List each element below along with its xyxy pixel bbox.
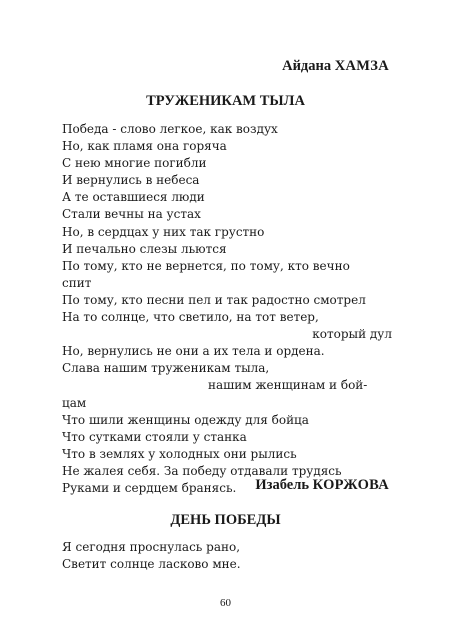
poem-line: Но, вернулись не они а их тела и ордена.	[62, 344, 325, 359]
poem-line: Но, как пламя она горяча	[62, 139, 227, 154]
poem-line: спит	[62, 275, 92, 290]
poem-line: А те оставшиеся люди	[62, 190, 205, 205]
poem2-title: ДЕНЬ ПОБЕДЫ	[170, 512, 281, 528]
poem-line: Руками и сердцем бранясь.	[62, 480, 237, 495]
poem1-author-first: Айдана	[282, 58, 332, 74]
poem-line: По тому, кто не вернется, по тому, кто вечно	[62, 258, 350, 273]
poem-line: Светит солнце ласково мне.	[62, 557, 241, 572]
poem1-title: ТРУЖЕНИКАМ ТЫЛА	[146, 93, 305, 109]
page-number: 60	[220, 597, 231, 609]
poem2-author-last: КОРЖОВА	[312, 477, 389, 493]
poem-line: По тому, кто песни пел и так радостно смотрел	[62, 292, 366, 307]
poem-line: И печально слезы льются	[62, 241, 227, 256]
poem2-author	[255, 477, 389, 494]
poem2-author-first: Изабель	[255, 477, 309, 493]
poem-line: нашим женщинам и бой-	[208, 378, 368, 393]
poem-line: Я сегодня проснулась рано,	[62, 540, 241, 554]
poem-line: На то солнце, что светило, на тот ветер,	[62, 310, 319, 325]
poem-line: Стали вечны на устах	[62, 207, 201, 222]
poem1-author-last: ХАМЗА	[334, 58, 389, 74]
poem1-author	[282, 58, 389, 75]
poem-line: цам	[62, 395, 87, 410]
poem-line: Слава нашим труженикам тыла,	[62, 361, 270, 376]
poem-line: Что сутками стояли у станка	[62, 429, 247, 444]
poem-line: который дул	[312, 327, 392, 342]
poem1-body	[62, 121, 392, 497]
poem-line: С нею многие погибли	[62, 156, 207, 171]
poem-line: Победа - слово легкое, как воздух	[62, 122, 278, 136]
poem-line: Но, в сердцах у них так грустно	[62, 224, 265, 239]
poem-line: И вернулись в небеса	[62, 173, 200, 188]
poem-line: Что в землях у холодных они рылись	[62, 446, 297, 461]
poem2-body	[62, 539, 392, 573]
poem-line: Не жалея себя. За победу отдавали трудясь	[62, 463, 342, 478]
poem-line: Что шили женщины одежду для бойца	[62, 412, 309, 427]
